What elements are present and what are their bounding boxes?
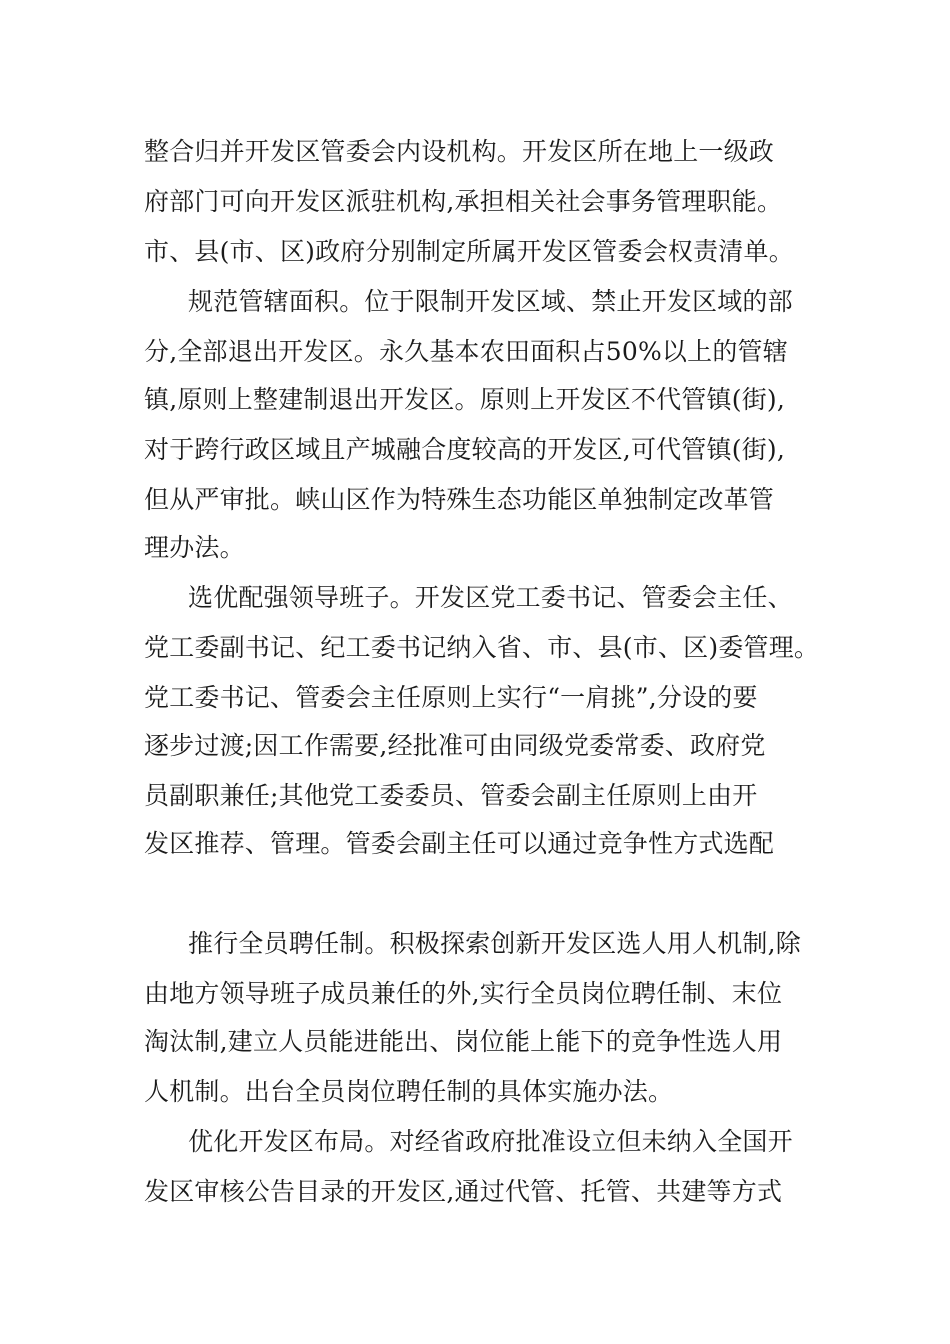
text-line: 分,全部退出开发区。永久基本农田面积占50%以上的管辖 xyxy=(144,337,788,366)
text-line: 市、县(市、区)政府分别制定所属开发区管委会权责清单。 xyxy=(144,237,794,266)
text-line: 整合归并开发区管委会内设机构。开发区所在地上一级政 xyxy=(144,137,775,166)
paragraph-start-line: 选优配强领导班子。开发区党工委书记、管委会主任、 xyxy=(188,583,793,612)
text-line: 党工委书记、管委会主任原则上实行“一肩挑”,分设的要 xyxy=(144,683,758,712)
text-line: 淘汰制,建立人员能进能出、岗位能上能下的竞争性选人用 xyxy=(144,1027,783,1056)
text-line: 逐步过渡;因工作需要,经批准可由同级党委常委、政府党 xyxy=(144,731,766,760)
text-line: 由地方领导班子成员兼任的外,实行全员岗位聘任制、末位 xyxy=(144,979,783,1008)
paragraph-start-line: 规范管辖面积。位于限制开发区域、禁止开发区域的部 xyxy=(188,287,793,316)
text-line: 但从严审批。峡山区作为特殊生态功能区单独制定改革管 xyxy=(144,485,775,514)
paragraph-start-line: 优化开发区布局。对经省政府批准设立但未纳入全国开 xyxy=(188,1127,793,1156)
text-line: 对于跨行政区域且产城融合度较高的开发区,可代管镇(街), xyxy=(144,435,786,464)
text-line: 府部门可向开发区派驻机构,承担相关社会事务管理职能。 xyxy=(144,187,783,216)
text-line: 发区审核公告目录的开发区,通过代管、托管、共建等方式 xyxy=(144,1177,783,1206)
text-line: 理办法。 xyxy=(144,533,245,562)
text-line: 镇,原则上整建制退出开发区。原则上开发区不代管镇(街), xyxy=(144,385,786,414)
text-line: 员副职兼任;其他党工委委员、管委会副主任原则上由开 xyxy=(144,781,758,810)
text-line: 党工委副书记、纪工委书记纳入省、市、县(市、区)委管理。 xyxy=(144,633,820,662)
paragraph-start-line: 推行全员聘任制。积极探索创新开发区选人用人机制,除 xyxy=(188,929,801,958)
text-line: 发区推荐、管理。管委会副主任可以通过竞争性方式选配 xyxy=(144,829,775,858)
text-line: 人机制。出台全员岗位聘任制的具体实施办法。 xyxy=(144,1077,674,1106)
